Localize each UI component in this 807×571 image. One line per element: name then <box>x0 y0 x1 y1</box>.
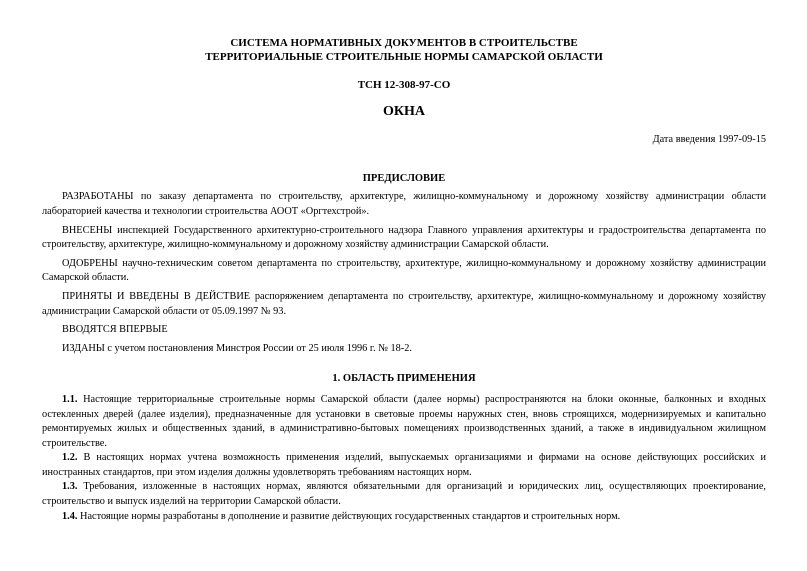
header-line-1: СИСТЕМА НОРМАТИВНЫХ ДОКУМЕНТОВ В СТРОИТЕЛЬСТВЕ <box>230 37 578 49</box>
clause-1-1 <box>42 393 766 451</box>
clause-text: Настоящие территориальные строительные нормы Самарской области (далее нормы) распространяются на блоки оконные, балконных и входных остекленных дверей (далее изделия), предназначенные для установки в световые проемы наружных стен, вновь строящихся, модернизируемых и капитально ремонтируемых жилых и общественных зданий, в административно-бытовых помещениях производственных зданий, а также в индивидуальном жилищном строительстве. <box>42 393 766 449</box>
section-1 <box>42 393 766 524</box>
paragraph-lead: ПРИНЯТЫ И ВВЕДЕНЫ В ДЕЙСТВИЕ <box>62 290 251 302</box>
document-page <box>42 36 766 524</box>
document-code: ТСН 12-308-97-СО <box>357 79 451 91</box>
preface-paragraph-first-time <box>42 323 766 338</box>
paragraph-text: по заказу департамента по строительству, архитектуре, жилищно-коммунальному и дорожному хозяйству администрации области лабораторией качества и технологии строительства АООТ «Оргтехстрой». <box>42 191 766 217</box>
paragraph-text: научно-техническим советом департамента по строительству, архитектуре, жилищно-коммунальному и дорожному хозяйству администрации Самарской области. <box>42 257 766 284</box>
clause-1-4 <box>42 510 766 525</box>
paragraph-lead: ИЗДАНЫ <box>62 342 105 354</box>
clause-number: 1.1. <box>62 393 78 405</box>
preface-title: ПРЕДИСЛОВИЕ <box>362 172 446 184</box>
document-title: ОКНА <box>382 103 426 119</box>
clause-text: В настоящих нормах учтена возможность применения изделий, выпускаемых организациями и фирмами на основе действующих российских и иностранных стандартов, при этом изделия должны удовлетворять требованиям настоящих норм. <box>42 452 766 478</box>
paragraph-text: инспекцией Государственного архитектурно-строительного надзора Главного управления архитектуры и градостроительства департамента по строительству, архитектуре, жилищно-коммунальному и дорожному хозяйству администрации Самарской области. <box>42 224 766 251</box>
clause-number: 1.4. <box>62 510 78 522</box>
section-1-title: 1. ОБЛАСТЬ ПРИМЕНЕНИЯ <box>332 373 476 385</box>
paragraph-lead: РАЗРАБОТАНЫ <box>62 191 134 203</box>
paragraph-text: распоряжением департамента по строительству, архитектуре, жилищно-коммунальному и дорожному хозяйству администрации Самарской области от 05.09.1997 № 93. <box>42 290 766 317</box>
clause-text: Требования, изложенные в настоящих нормах, являются обязательными для организаций и юридических лиц, осуществляющих проектирование, строительство и выпуск изделий на территории Самарской области. <box>42 481 766 508</box>
effective-date: Дата введения 1997-09-15 <box>652 134 766 146</box>
clause-number: 1.3. <box>62 481 78 493</box>
preface-paragraph-approved <box>42 257 766 286</box>
header-line-2: ТЕРРИТОРИАЛЬНЫЕ СТРОИТЕЛЬНЫЕ НОРМЫ САМАРСКОЙ ОБЛАСТИ <box>205 51 603 63</box>
clause-1-2 <box>42 451 766 480</box>
preface-paragraph-published <box>42 342 766 357</box>
paragraph-lead: ВВОДЯТСЯ ВПЕРВЫЕ <box>62 324 168 336</box>
clause-text: Настоящие нормы разработаны в дополнение и развитие действующих государственных стандартов и строительных норм. <box>77 510 621 522</box>
clause-1-3 <box>42 480 766 509</box>
clause-number: 1.2. <box>62 452 78 464</box>
paragraph-lead: ВНЕСЕНЫ <box>62 224 113 236</box>
preface-section <box>42 190 766 356</box>
preface-paragraph-introduced <box>42 224 766 253</box>
paragraph-text: с учетом постановления Минстроя России от 25 июля 1996 г. № 18-2. <box>104 342 412 354</box>
preface-paragraph-adopted <box>42 290 766 319</box>
preface-paragraph-developed <box>42 190 766 219</box>
paragraph-lead: ОДОБРЕНЫ <box>62 257 118 269</box>
